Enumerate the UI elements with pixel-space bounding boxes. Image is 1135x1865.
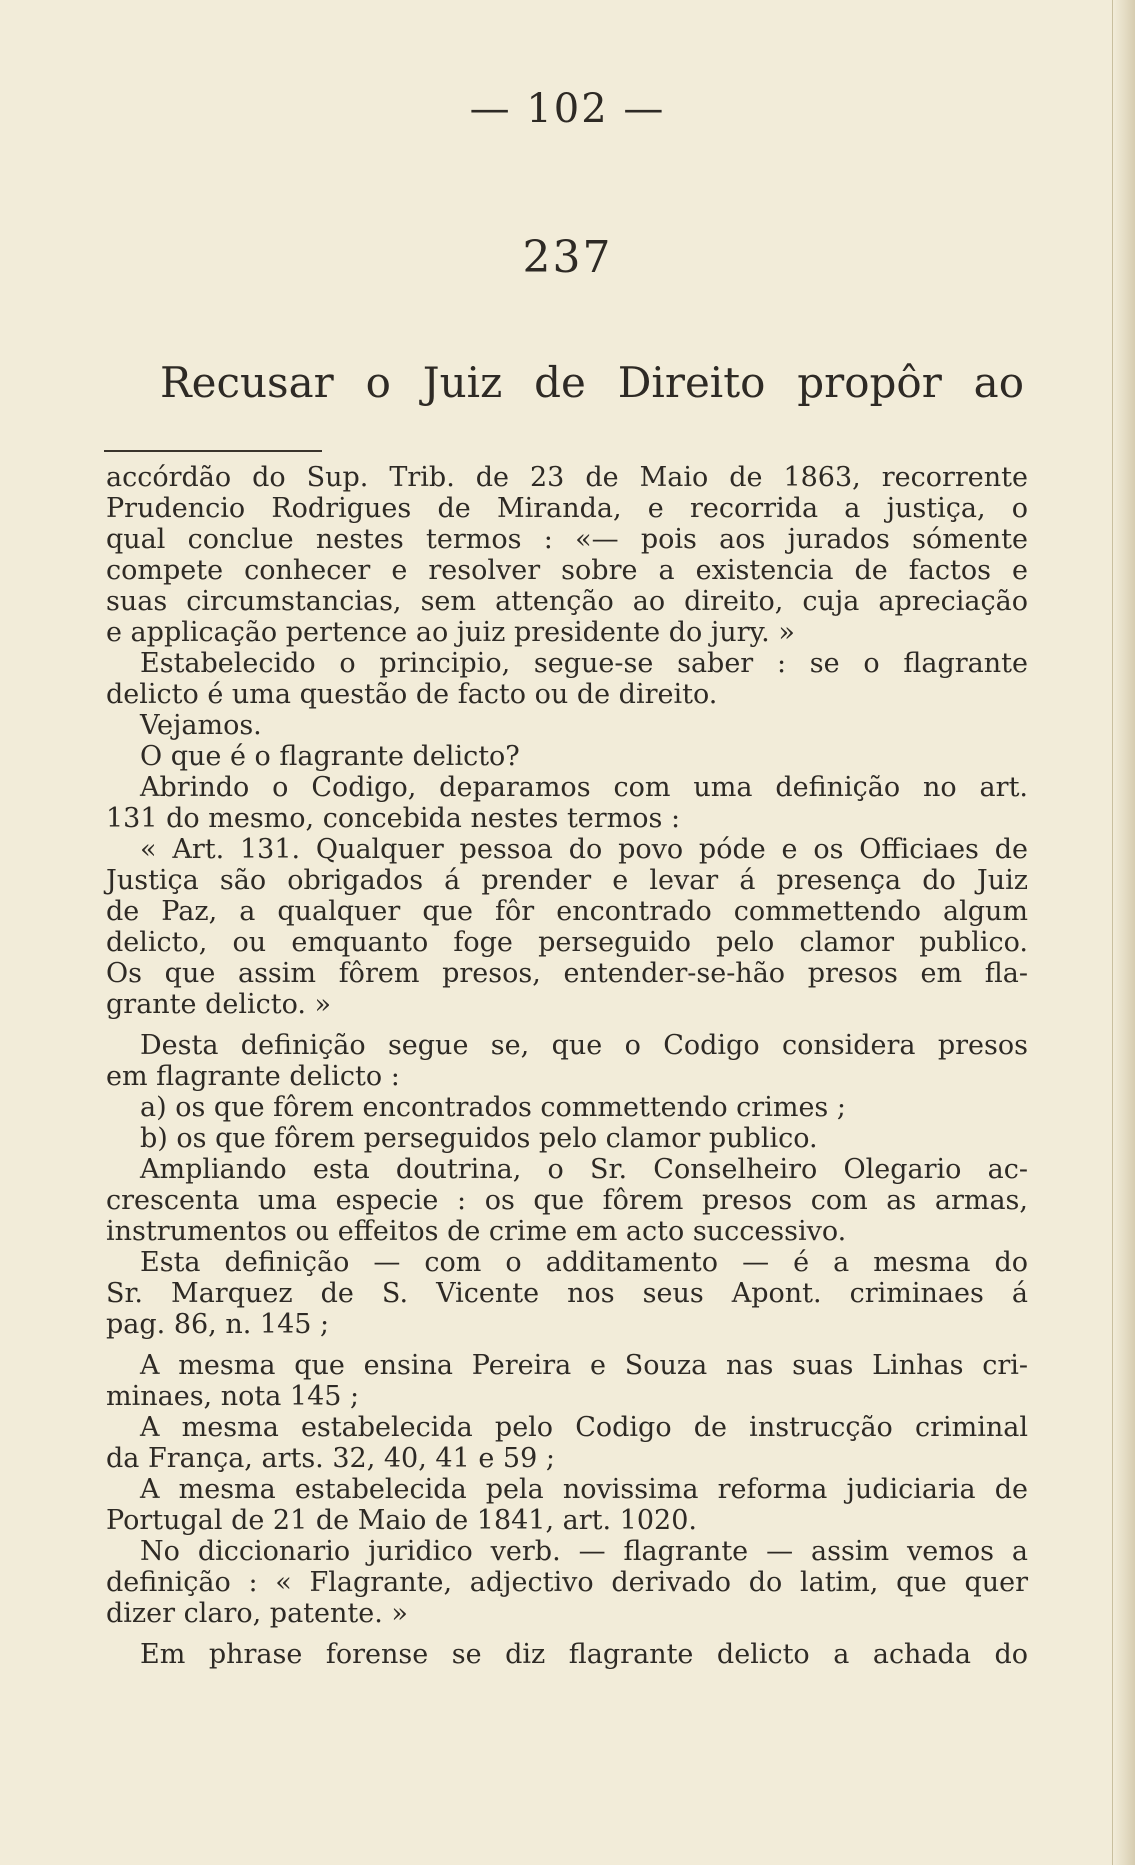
text-line: a) os que fôrem encontrados commettendo crimes ; [140, 1092, 846, 1123]
text-line: No diccionario juridico verb. — flagrante — assim vemos a [140, 1536, 1028, 1567]
text-line: Abrindo o Codigo, deparamos com uma definição no art. [140, 772, 1028, 803]
separator-rule [104, 450, 322, 452]
text-line: Os que assim fôrem presos, entender-se-hão presos em fla- [106, 958, 1028, 989]
text-line: 131 do mesmo, concebida nestes termos : [106, 803, 681, 834]
text-line: Desta definição segue se, que o Codigo considera presos [140, 1030, 1028, 1061]
text-line: Sr. Marquez de S. Vicente nos seus Apont. criminaes á [106, 1278, 1028, 1309]
text-line: Em phrase forense se diz flagrante delicto a achada do [140, 1639, 1028, 1670]
text-line: A mesma estabelecida pelo Codigo de instrucção criminal [140, 1412, 1028, 1443]
text-line: instrumentos ou effeitos de crime em acto successivo. [106, 1216, 847, 1247]
text-line: Vejamos. [140, 710, 262, 741]
text-line: suas circumstancias, sem attenção ao direito, cuja apreciação [106, 586, 1028, 617]
body-text [106, 462, 1028, 1670]
text-line: A mesma estabelecida pela novissima reforma judiciaria de [140, 1474, 1028, 1505]
paragraph-gap [106, 1340, 1028, 1350]
text-line: pag. 86, n. 145 ; [106, 1309, 330, 1340]
paragraph-gap [106, 1629, 1028, 1639]
text-line: compete conhecer e resolver sobre a existencia de factos e [106, 555, 1028, 586]
section-heading: Recusar o Juiz de Direito propôr ao [160, 358, 1024, 407]
text-line: « Art. 131. Qualquer pessoa do povo póde e os Officiaes de [140, 834, 1028, 865]
text-line: de Paz, a qualquer que fôr encontrado commettendo algum [106, 896, 1028, 927]
text-line: qual conclue nestes termos : «— pois aos jurados sómente [106, 524, 1028, 555]
text-line: da França, arts. 32, 40, 41 e 59 ; [106, 1443, 555, 1474]
text-line: Esta definição — com o additamento — é a mesma do [140, 1247, 1028, 1278]
text-line: crescenta uma especie : os que fôrem presos com as armas, [106, 1185, 1028, 1216]
entry-number: 237 [522, 232, 613, 283]
text-line: A mesma que ensina Pereira e Souza nas suas Linhas cri- [140, 1350, 1028, 1381]
text-line: Prudencio Rodrigues de Miranda, e recorrida a justiça, o [106, 493, 1028, 524]
page-number: — 102 — [469, 86, 666, 132]
text-line: b) os que fôrem perseguidos pelo clamor publico. [140, 1123, 818, 1154]
paragraph-gap [106, 1020, 1028, 1030]
text-line: delicto, ou emquanto foge perseguido pelo clamor publico. [106, 927, 1028, 958]
text-line: e applicação pertence ao juiz presidente do jury. » [106, 617, 795, 648]
text-line: minaes, nota 145 ; [106, 1381, 360, 1412]
text-line: grante delicto. » [106, 989, 332, 1020]
text-line: accórdão do Sup. Trib. de 23 de Maio de 1863, recorrente [106, 462, 1028, 493]
text-line: em flagrante delicto : [106, 1061, 400, 1092]
text-line: O que é o flagrante delicto? [140, 741, 520, 772]
text-line: definição : « Flagrante, adjectivo derivado do latim, que quer [106, 1567, 1028, 1598]
text-line: delicto é uma questão de facto ou de direito. [106, 679, 718, 710]
text-line: dizer claro, patente. » [106, 1598, 408, 1629]
text-line: Ampliando esta doutrina, o Sr. Conselheiro Olegario ac- [140, 1154, 1028, 1185]
text-line: Estabelecido o principio, segue-se saber : se o flagrante [140, 648, 1028, 679]
text-line: Justiça são obrigados á prender e levar á presença do Juiz [106, 865, 1028, 896]
text-line: Portugal de 21 de Maio de 1841, art. 1020. [106, 1505, 697, 1536]
